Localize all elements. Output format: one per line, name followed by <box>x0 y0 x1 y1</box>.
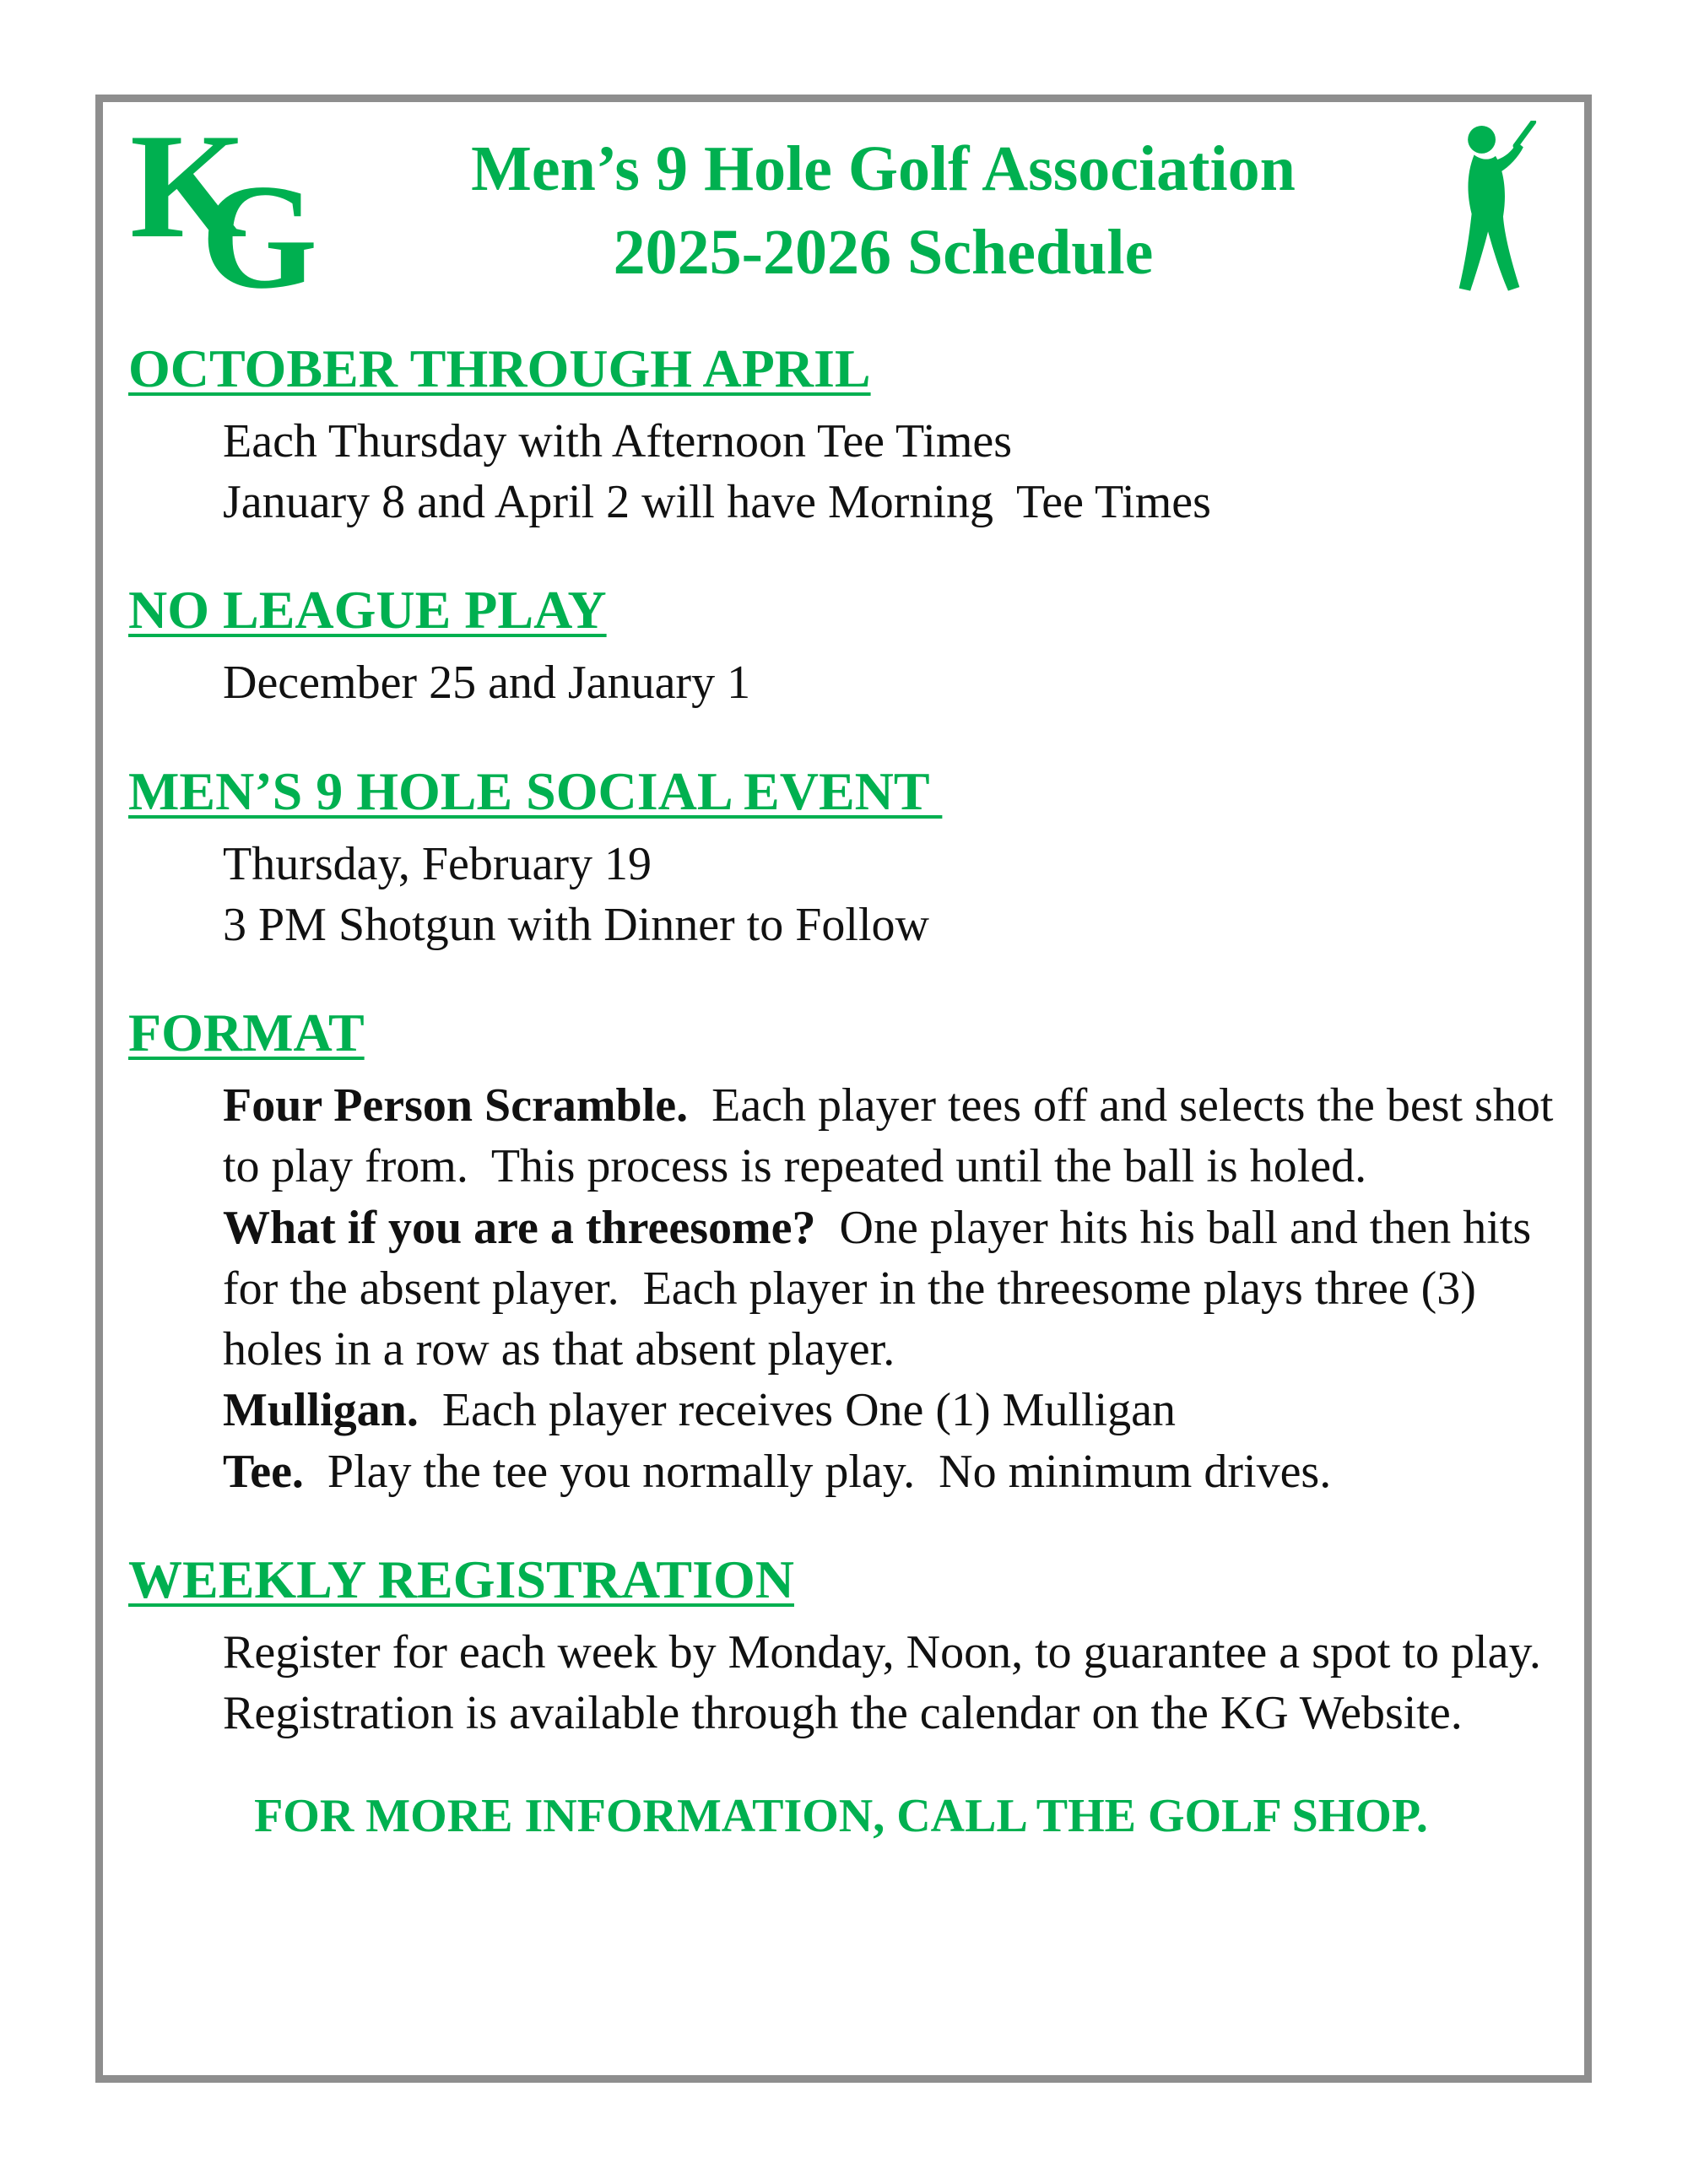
logo-letter-k: K <box>130 102 242 269</box>
text-line: January 8 and April 2 will have Morning Tee Times <box>223 476 1211 529</box>
paragraph-lead: What if you are a threesome? <box>223 1201 816 1254</box>
section-heading: NO LEAGUE PLAY <box>128 580 607 641</box>
paragraph-text: One player hits his ball and then hits for the absent player. Each player in the threesome plays three (3) holes in a row as that absent player. <box>223 1201 1544 1376</box>
text-line: Each Thursday with Afternoon Tee Times <box>223 415 1013 468</box>
text-line: Thursday, February 19 <box>223 837 652 890</box>
footer-note: FOR MORE INFORMATION, CALL THE GOLF SHOP. <box>254 1790 1428 1843</box>
paragraph-text: Play the tee you normally play. No minimum drives. <box>303 1445 1332 1498</box>
section-body <box>223 411 1554 532</box>
paragraph <box>223 1197 1554 1381</box>
golfer-icon <box>1440 114 1554 314</box>
section-october-through-april <box>128 335 1554 532</box>
section-body <box>223 652 1554 713</box>
paragraph-text: Each player tees off and selects the best shot to play from. This process is repeated until the ball is holed. <box>223 1079 1566 1193</box>
title-block <box>327 114 1440 295</box>
paragraph-lead: Four Person Scramble. <box>223 1079 689 1133</box>
paragraph <box>223 1441 1554 1502</box>
paragraph-text: Each player receives One (1) Mulligan <box>418 1384 1177 1437</box>
flyer-page <box>95 95 1592 2083</box>
section-body <box>223 1622 1565 1743</box>
page-title: Men’s 9 Hole Golf Association <box>471 133 1296 204</box>
kg-logo-icon <box>128 102 327 320</box>
section-format <box>128 999 1566 1502</box>
section-social-event <box>128 758 1554 955</box>
section-heading: OCTOBER THROUGH APRIL <box>128 338 871 398</box>
section-no-league-play <box>128 576 1554 713</box>
section-body <box>223 1075 1566 1502</box>
paragraph: Register for each week by Monday, Noon, to guarantee a spot to play. Registration is available through the calendar on the KG Website. <box>223 1625 1565 1740</box>
logo-letter-g: G <box>201 153 313 320</box>
section-heading: MEN’S 9 HOLE SOCIAL EVENT <box>128 760 943 821</box>
section-heading: WEEKLY REGISTRATION <box>128 1549 794 1609</box>
paragraph <box>223 1380 1554 1441</box>
text-line: 3 PM Shotgun with Dinner to Follow <box>223 898 929 951</box>
section-body <box>223 834 1554 955</box>
paragraph-lead: Tee. <box>223 1445 304 1498</box>
page-subtitle: 2025-2026 Schedule <box>613 216 1154 288</box>
section-weekly-registration <box>128 1546 1565 1743</box>
paragraph <box>223 1075 1566 1197</box>
header <box>128 102 1554 327</box>
paragraph-lead: Mulligan. <box>223 1384 419 1437</box>
text-line: December 25 and January 1 <box>223 657 751 710</box>
section-heading: FORMAT <box>128 1003 365 1063</box>
